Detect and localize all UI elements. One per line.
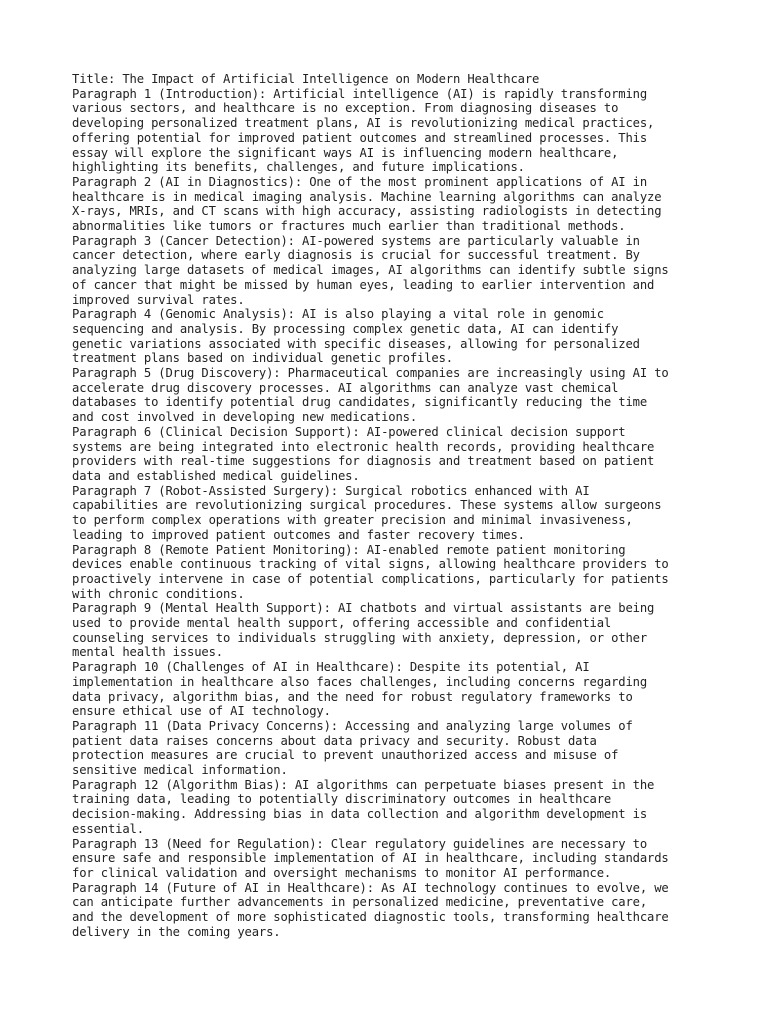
paragraph-line: Paragraph 1 (Introduction): Artificial intelligence (AI) is rapidly transforming xyxy=(72,86,647,101)
paragraph-line: Paragraph 4 (Genomic Analysis): AI is also playing a vital role in genomic xyxy=(72,307,604,322)
paragraph-7 xyxy=(72,484,708,543)
paragraph-line: protection measures are crucial to prevent unauthorized access and misuse of xyxy=(72,748,619,763)
paragraph-12 xyxy=(72,778,708,837)
paragraph-line: accelerate drug discovery processes. AI algorithms can analyze vast chemical xyxy=(72,380,619,395)
paragraph-line: implementation in healthcare also faces challenges, including concerns regarding xyxy=(72,674,647,689)
paragraph-4 xyxy=(72,307,708,366)
paragraph-line: Paragraph 6 (Clinical Decision Support): AI-powered clinical decision support xyxy=(72,424,626,439)
paragraph-6 xyxy=(72,425,708,484)
document-title: Title: The Impact of Artificial Intelligence on Modern Healthcare xyxy=(72,72,540,86)
paragraph-line: providers with real-time suggestions for diagnosis and treatment based on patient xyxy=(72,454,655,469)
paragraph-14 xyxy=(72,881,708,940)
paragraph-line: with chronic conditions. xyxy=(72,586,245,601)
paragraph-5 xyxy=(72,366,708,425)
paragraph-8 xyxy=(72,543,708,602)
paragraph-11 xyxy=(72,719,708,778)
paragraph-line: various sectors, and healthcare is no exception. From diagnosing diseases to xyxy=(72,101,619,116)
paragraph-line: to perform complex operations with greater precision and minimal invasiveness, xyxy=(72,513,633,528)
paragraph-line: delivery in the coming years. xyxy=(72,924,281,939)
paragraph-13 xyxy=(72,837,708,881)
paragraph-line: genetic variations associated with specific diseases, allowing for personalized xyxy=(72,336,640,351)
paragraph-10 xyxy=(72,660,708,719)
paragraph-line: Paragraph 10 (Challenges of AI in Healthcare): Despite its potential, AI xyxy=(72,660,590,675)
paragraph-line: patient data raises concerns about data privacy and security. Robust data xyxy=(72,733,597,748)
paragraph-list xyxy=(72,87,708,940)
paragraph-line: sensitive medical information. xyxy=(72,763,288,778)
paragraph-line: ensure ethical use of AI technology. xyxy=(72,704,331,719)
paragraph-line: and cost involved in developing new medications. xyxy=(72,410,417,425)
paragraph-line: for clinical validation and oversight mechanisms to monitor AI performance. xyxy=(72,865,612,880)
paragraph-line: Paragraph 3 (Cancer Detection): AI-powered systems are particularly valuable in xyxy=(72,233,640,248)
document-body xyxy=(72,72,708,939)
paragraph-line: ensure safe and responsible implementation of AI in healthcare, including standards xyxy=(72,851,669,866)
paragraph-3 xyxy=(72,234,708,308)
paragraph-line: highlighting its benefits, challenges, and future implications. xyxy=(72,160,525,175)
paragraph-line: sequencing and analysis. By processing complex genetic data, AI can identify xyxy=(72,321,619,336)
paragraph-line: Paragraph 12 (Algorithm Bias): AI algorithms can perpetuate biases present in the xyxy=(72,777,655,792)
paragraph-line: healthcare is in medical imaging analysis. Machine learning algorithms can analyze xyxy=(72,189,662,204)
paragraph-line: Paragraph 8 (Remote Patient Monitoring): AI-enabled remote patient monitoring xyxy=(72,542,626,557)
paragraph-line: treatment plans based on individual genetic profiles. xyxy=(72,351,453,366)
paragraph-line: and the development of more sophisticated diagnostic tools, transforming healthcare xyxy=(72,910,669,925)
paragraph-line: essential. xyxy=(72,821,144,836)
paragraph-line: improved survival rates. xyxy=(72,292,245,307)
paragraph-line: Paragraph 9 (Mental Health Support): AI chatbots and virtual assistants are being xyxy=(72,601,655,616)
paragraph-line: of cancer that might be missed by human eyes, leading to earlier intervention and xyxy=(72,277,655,292)
paragraph-line: offering potential for improved patient outcomes and streamlined processes. This xyxy=(72,130,647,145)
paragraph-line: data privacy, algorithm bias, and the need for robust regulatory frameworks to xyxy=(72,689,633,704)
paragraph-line: Paragraph 13 (Need for Regulation): Clear regulatory guidelines are necessary to xyxy=(72,836,647,851)
paragraph-line: Paragraph 5 (Drug Discovery): Pharmaceutical companies are increasingly using AI to xyxy=(72,366,669,381)
paragraph-line: analyzing large datasets of medical images, AI algorithms can identify subtle signs xyxy=(72,263,669,278)
paragraph-1 xyxy=(72,87,708,175)
paragraph-line: essay will explore the significant ways AI is influencing modern healthcare, xyxy=(72,145,619,160)
paragraph-9 xyxy=(72,601,708,660)
paragraph-line: mental health issues. xyxy=(72,645,223,660)
paragraph-line: leading to improved patient outcomes and faster recovery times. xyxy=(72,527,525,542)
paragraph-line: Paragraph 7 (Robot-Assisted Surgery): Surgical robotics enhanced with AI xyxy=(72,483,590,498)
paragraph-line: X-rays, MRIs, and CT scans with high accuracy, assisting radiologists in detecting xyxy=(72,204,662,219)
paragraph-line: devices enable continuous tracking of vital signs, allowing healthcare providers to xyxy=(72,557,669,572)
paragraph-line: developing personalized treatment plans, AI is revolutionizing medical practices, xyxy=(72,116,655,131)
paragraph-line: abnormalities like tumors or fractures much earlier than traditional methods. xyxy=(72,219,626,234)
paragraph-line: Paragraph 2 (AI in Diagnostics): One of the most prominent applications of AI in xyxy=(72,174,647,189)
paragraph-2 xyxy=(72,175,708,234)
paragraph-line: data and established medical guidelines. xyxy=(72,468,360,483)
paragraph-line: Paragraph 11 (Data Privacy Concerns): Accessing and analyzing large volumes of xyxy=(72,718,633,733)
paragraph-line: cancer detection, where early diagnosis is crucial for successful treatment. By xyxy=(72,248,640,263)
paragraph-line: capabilities are revolutionizing surgical procedures. These systems allow surgeons xyxy=(72,498,662,513)
paragraph-line: systems are being integrated into electronic health records, providing healthcare xyxy=(72,439,655,454)
paragraph-line: databases to identify potential drug candidates, significantly reducing the time xyxy=(72,395,647,410)
paragraph-line: training data, leading to potentially discriminatory outcomes in healthcare xyxy=(72,792,612,807)
paragraph-line: Paragraph 14 (Future of AI in Healthcare): As AI technology continues to evolve, we xyxy=(72,880,669,895)
paragraph-line: proactively intervene in case of potential complications, particularly for patients xyxy=(72,571,669,586)
paragraph-line: used to provide mental health support, offering accessible and confidential xyxy=(72,616,612,631)
paragraph-line: can anticipate further advancements in personalized medicine, preventative care, xyxy=(72,895,647,910)
paragraph-line: counseling services to individuals struggling with anxiety, depression, or other xyxy=(72,630,647,645)
paragraph-line: decision-making. Addressing bias in data collection and algorithm development is xyxy=(72,807,647,822)
